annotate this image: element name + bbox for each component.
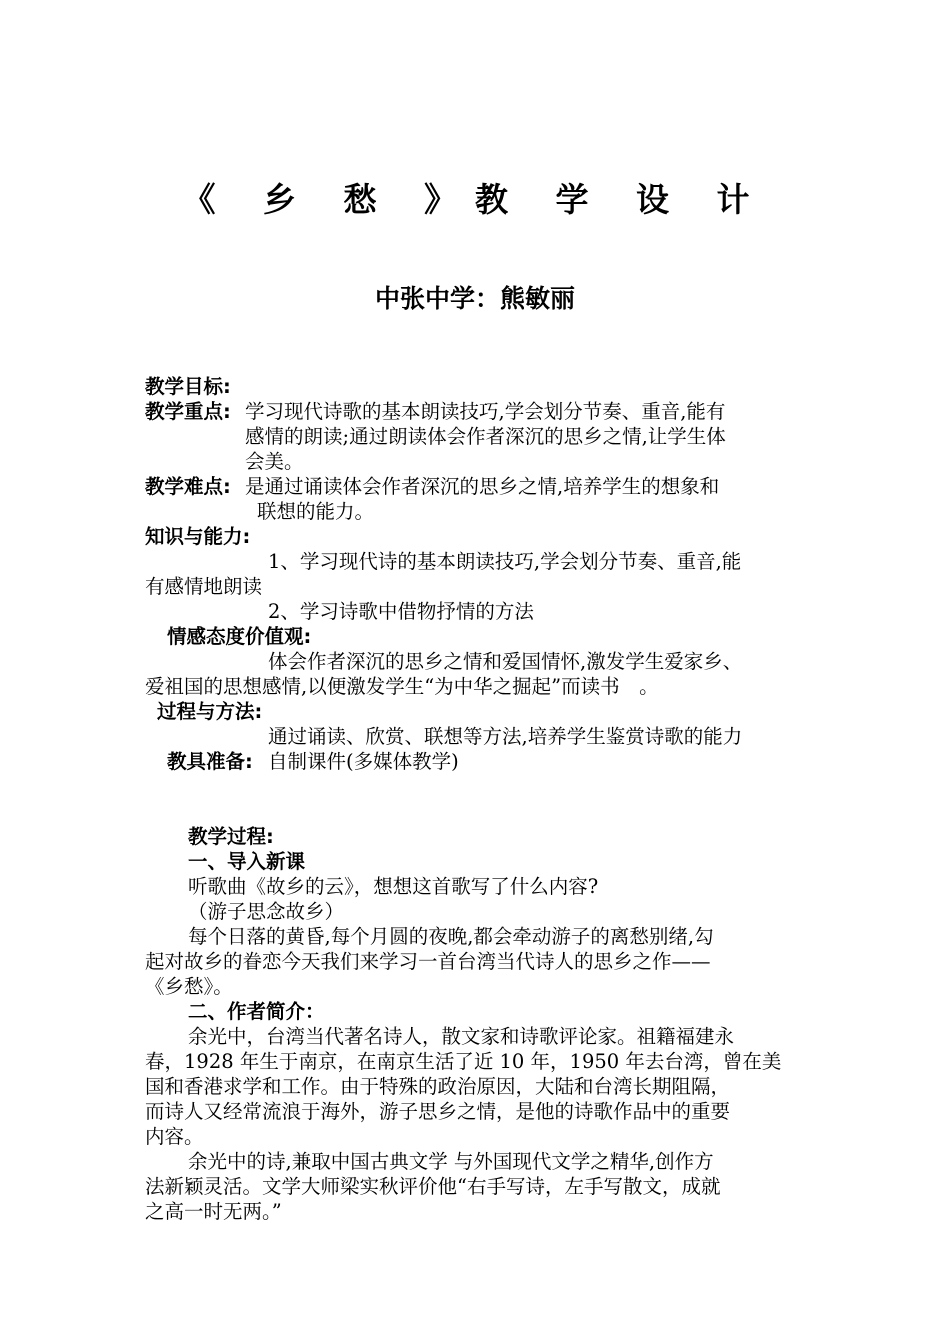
author-bio-line: 春，1928 年生于南京，在南京生活了近 10 年，1950 年去台湾，曾在美: [145, 1050, 782, 1073]
teaching-tools-text: 自制课件(多媒体教学): [268, 750, 459, 773]
author-bio-line: 余光中，台湾当代著名诗人，散文家和诗歌评论家。祖籍福建永: [188, 1025, 735, 1048]
teaching-tools-label: 教具准备:: [167, 750, 253, 773]
key-points-line: 学习现代诗歌的基本朗读技巧,学会划分节奏、重音,能有: [245, 400, 726, 423]
knowledge-ability-line: 2、学习诗歌中借物抒情的方法: [268, 600, 534, 623]
author-bio-line: 法新颖灵活。文学大师梁实秋评价他“右手写诗，左手写散文，成就: [145, 1175, 721, 1198]
process-method-label: 过程与方法:: [157, 700, 263, 723]
emotion-values-line: 体会作者深沉的思乡之情和爱国情怀,激发学生爱家乡、: [268, 650, 743, 673]
difficult-points-label: 教学难点:: [145, 475, 231, 498]
intro-line: 起对故乡的眷恋今天我们来学习一首台湾当代诗人的思乡之作——: [145, 950, 711, 973]
difficult-points-line: 是通过诵读体会作者深沉的思乡之情,培养学生的想象和: [245, 475, 720, 498]
author-line: 中张中学：熊敏丽: [374, 284, 575, 313]
knowledge-ability-line: 1、学习现代诗的基本朗读技巧,学会划分节奏、重音,能: [268, 550, 742, 573]
author-bio-line: 余光中的诗,兼取中国古典文学 与外国现代文学之精华,创作方: [188, 1150, 714, 1173]
key-points-line: 会美。: [245, 450, 304, 473]
section-title-author: 二、作者简介：: [188, 1000, 325, 1023]
document-title: 《 乡 愁 》教 学 设 计: [182, 180, 768, 219]
emotion-values-label: 情感态度价值观:: [167, 625, 312, 648]
knowledge-ability-label: 知识与能力:: [145, 525, 251, 548]
teaching-process-heading: 教学过程:: [188, 825, 274, 848]
difficult-points-line: 联想的能力。: [257, 500, 375, 523]
process-method-line: 通过诵读、欣赏、联想等方法,培养学生鉴赏诗歌的能力: [268, 725, 743, 748]
knowledge-ability-line: 有感情地朗读: [145, 575, 263, 598]
section-title-intro: 一、导入新课: [188, 850, 306, 873]
intro-line: 听歌曲《故乡的云》，想想这首歌写了什么内容?: [188, 875, 599, 898]
author-bio-line: 国和香港求学和工作。由于特殊的政治原因，大陆和台湾长期阻隔，: [145, 1075, 731, 1098]
intro-line: 《乡愁》。: [145, 975, 233, 998]
author-bio-line: 内容。: [145, 1125, 204, 1148]
key-points-line: 感情的朗读;通过朗读体会作者深沉的思乡之情,让学生体: [245, 425, 726, 448]
author-bio-line: 而诗人又经常流浪于海外，游子思乡之情，是他的诗歌作品中的重要: [145, 1100, 731, 1123]
intro-line: （游子思念故乡）: [188, 900, 345, 923]
key-points-label: 教学重点:: [145, 400, 231, 423]
author-bio-line: 之高一时无两。”: [145, 1200, 282, 1223]
intro-line: 每个日落的黄昏,每个月圆的夜晚,都会牵动游子的离愁别绪,勾: [188, 925, 714, 948]
objectives-heading: 教学目标:: [145, 375, 231, 398]
emotion-values-line: 爱祖国的思想感情,以便激发学生“为中华之掘起”而读书 。: [145, 675, 659, 698]
